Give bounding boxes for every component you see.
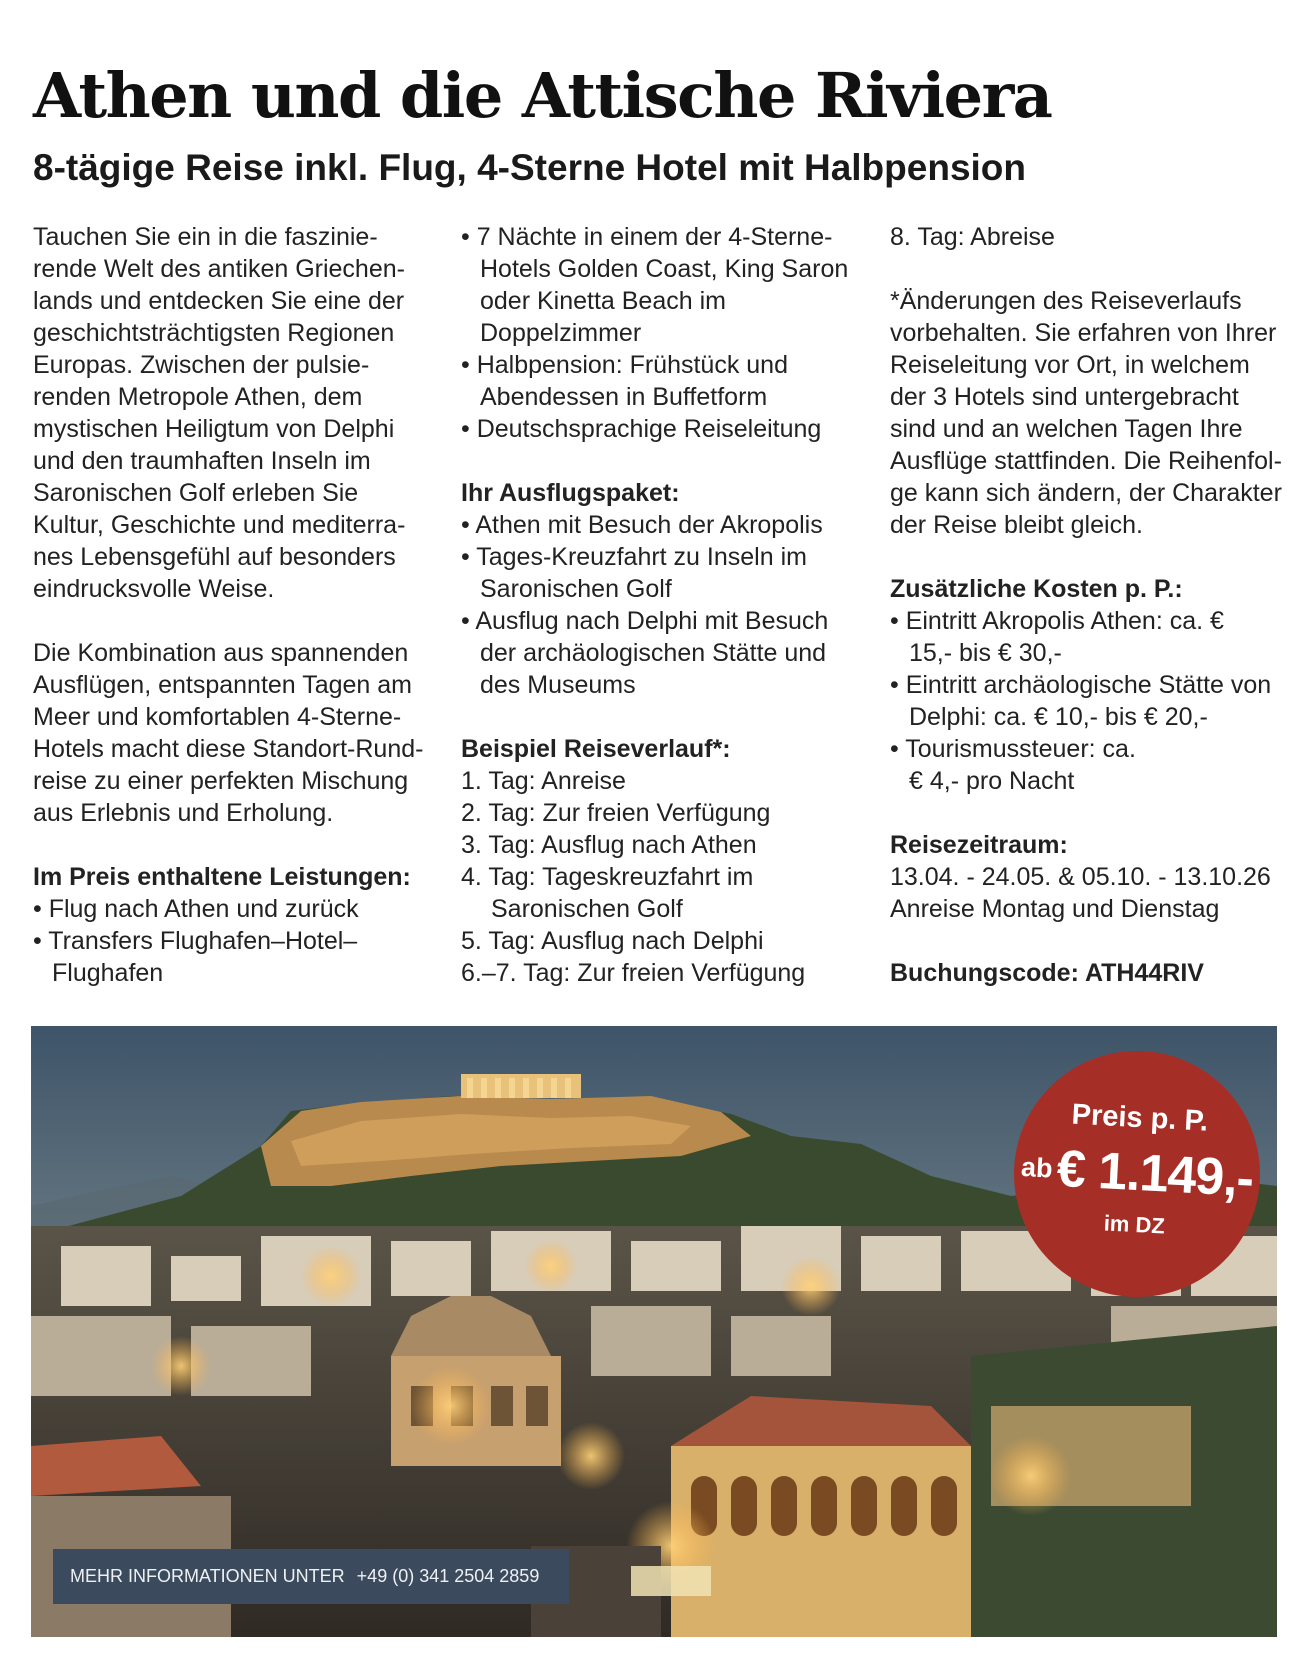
column-1 [33,221,428,989]
costs-heading: Zusätzliche Kosten p. P.: [890,575,1183,603]
price-suffix: im DZ [1103,1210,1166,1239]
text-line: nes Lebensgefühl auf besonders [33,543,396,571]
price-value: € 1.149,- [1055,1139,1255,1209]
text-line: der Reise bleibt gleich. [890,511,1143,539]
list-item: • 7 Nächte in einem der 4-Sterne-Hotels Golden Coast, King Saron oder Kinetta Beach im Doppelzimmer [461,223,849,347]
text-line: Ausflüge stattfinden. Die Reihenfol- [890,447,1282,475]
text-line: Ausflügen, entspannten Tagen am [33,671,412,699]
list-item: 3. Tag: Ausflug nach Athen [461,831,757,859]
text-line: Europas. Zwischen der pulsie- [33,351,370,379]
intro-paragraph [33,221,428,605]
period-dates: 13.04. - 24.05. & 05.10. - 13.10.26 [890,863,1271,891]
price-line [1013,1137,1262,1210]
text-line: rende Welt des antiken Griechen- [33,255,405,283]
list-item: 4. Tag: Tageskreuzfahrt im Saronischen Golf [461,863,754,923]
text-line: der 3 Hotels sind untergebracht [890,383,1239,411]
list-item: 8. Tag: Abreise [890,223,1055,251]
itinerary-heading: Beispiel Reiseverlauf*: [461,735,731,763]
text-line: Reiseleitung vor Ort, in welchem [890,351,1250,379]
period-arrival: Anreise Montag und Dienstag [890,895,1220,923]
intro-paragraph-2 [33,637,428,829]
list-item: • Athen mit Besuch der Akropolis [461,511,823,539]
period-heading: Reisezeitraum: [890,831,1068,859]
text-line: Tauchen Sie ein in die faszinie- [33,223,378,251]
itinerary-note [890,285,1290,541]
list-item: 2. Tag: Zur freien Verfügung [461,799,771,827]
list-item: 1. Tag: Anreise [461,767,626,795]
page-subtitle: 8-tägige Reise inkl. Flug, 4-Sterne Hotel mit Halbpension [33,147,1027,188]
info-phone[interactable]: +49 (0) 341 2504 2859 [356,1566,540,1586]
list-item: • Ausflug nach Delphi mit Besuch der archäologischen Stätte und des Museums [461,607,829,699]
text-line: Hotels macht diese Standort-Rund- [33,735,424,763]
text-line: ge kann sich ändern, der Charakter [890,479,1282,507]
text-line: vorbehalten. Sie erfahren von Ihrer [890,319,1277,347]
list-item: 6.–7. Tag: Zur freien Verfügung [461,959,806,987]
list-item: • Flug nach Athen und zurück [33,895,359,923]
price-prefix: ab [1020,1151,1054,1184]
list-item: • Halbpension: Frühstück und Abendessen in Buffetform [461,351,788,411]
price-label: Preis p. P. [1070,1098,1209,1138]
text-line: mystischen Heiligtum von Delphi [33,415,395,443]
page-title: Athen und die Attische Riviera [33,59,1052,132]
list-item: • Transfers Flughafen–Hotel–Flughafen [33,927,358,987]
column-3 [890,221,1290,989]
text-line: Meer und komfortablen 4-Sterne- [33,703,402,731]
list-item: • Eintritt Akropolis Athen: ca. € 15,- bis € 30,- [890,607,1224,667]
booking-code-label: Buchungscode: [890,959,1079,987]
list-item: 5. Tag: Ausflug nach Delphi [461,927,764,955]
text-line: geschichtsträchtigsten Regionen [33,319,395,347]
info-label: MEHR INFORMATIONEN UNTER [70,1566,345,1586]
text-line: eindrucksvolle Weise. [33,575,275,603]
text-line: lands und entdecken Sie eine der [33,287,405,315]
text-line: Saronischen Golf erleben Sie [33,479,359,507]
info-box [53,1549,569,1604]
text-line: Kultur, Geschichte und mediterra- [33,511,406,539]
excursions-heading: Ihr Ausflugspaket: [461,479,680,507]
text-line: renden Metropole Athen, dem [33,383,363,411]
text-line: Die Kombination aus spannenden [33,639,409,667]
text-line: reise zu einer perfekten Mischung [33,767,409,795]
list-item: • Tourismussteuer: ca. € 4,- pro Nacht [890,735,1136,795]
text-line: und den traumhaften Inseln im [33,447,371,475]
services-heading: Im Preis enthaltene Leistungen: [33,863,411,891]
booking-code-value: ATH44RIV [1084,959,1204,987]
column-2 [461,221,861,989]
text-line: *Änderungen des Reiseverlaufs [890,287,1242,315]
text-line: aus Erlebnis und Erholung. [33,799,334,827]
list-item: • Tages-Kreuzfahrt zu Inseln im Saronischen Golf [461,543,807,603]
booking-code [890,957,1290,989]
list-item: • Eintritt archäologische Stätte von Delphi: ca. € 10,- bis € 20,- [890,671,1272,731]
text-line: sind und an welchen Tagen Ihre [890,415,1243,443]
list-item: • Deutschsprachige Reiseleitung [461,415,822,443]
